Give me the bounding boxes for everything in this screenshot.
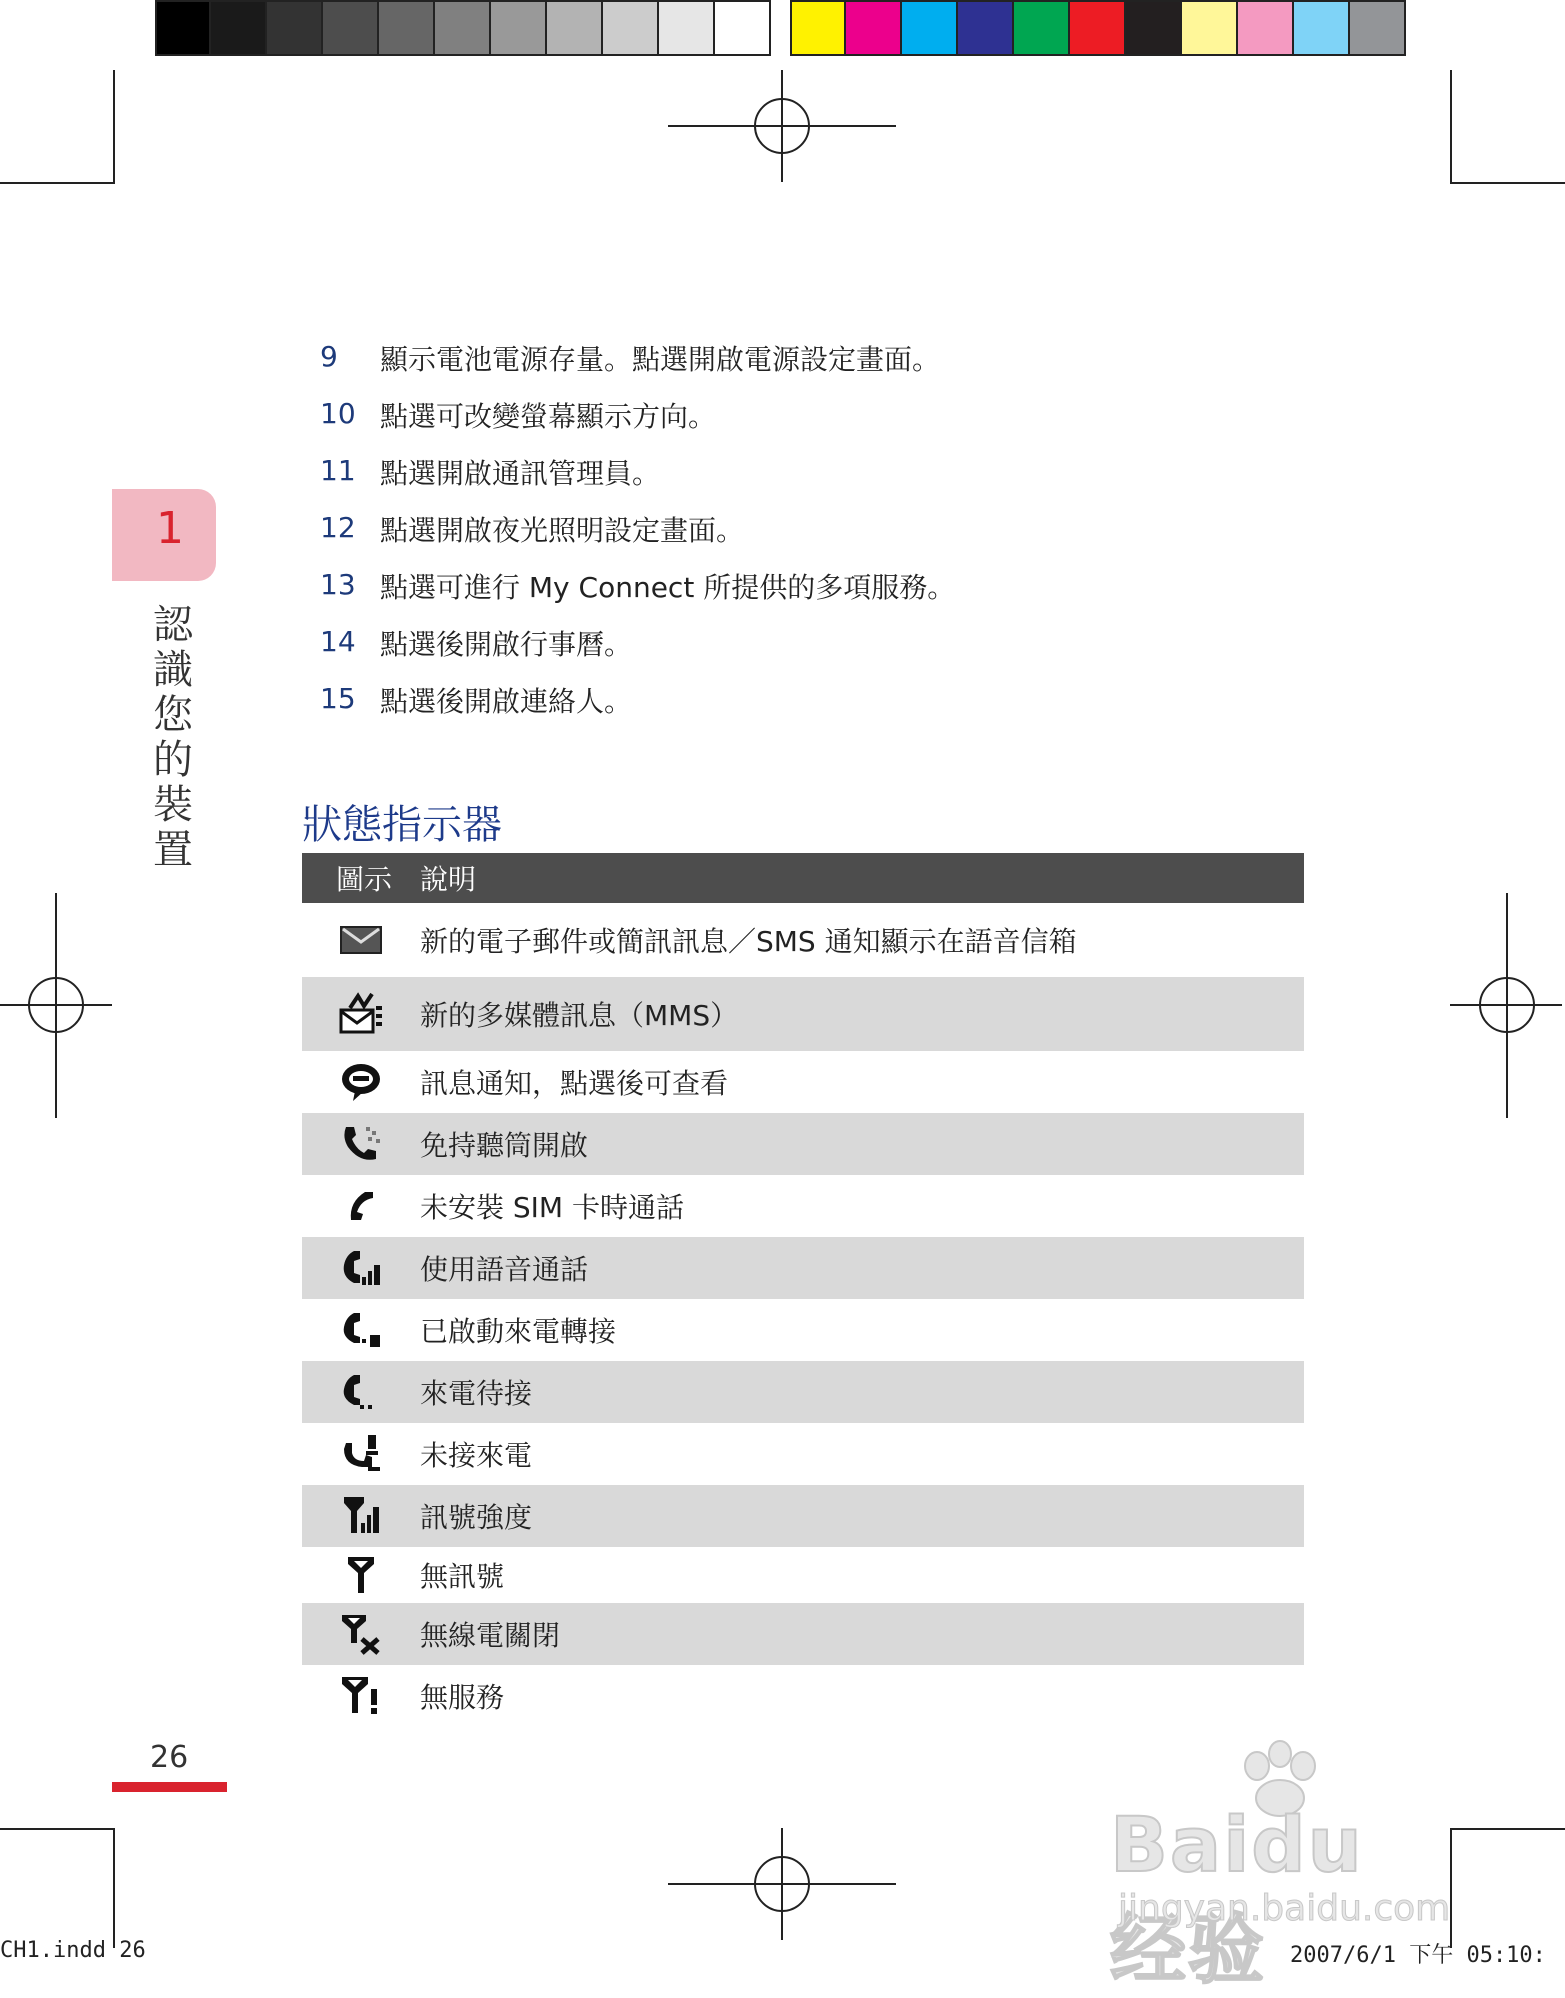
list-item: 點選開啟夜光照明設定畫面。 [380,514,745,547]
voice-call-icon [302,1247,420,1289]
page-number-underline [112,1782,227,1792]
watermark-brand: Baidu经验 [1110,1800,1364,1994]
phone-handset-icon [302,1188,420,1224]
footer-file-info: CH1.indd 26 [0,1938,146,1963]
no-signal-icon [302,1555,420,1595]
color-swatch [902,0,958,56]
crop-mark [113,70,115,183]
color-swatch [155,0,211,56]
color-swatch [958,0,1014,56]
color-swatch [1126,0,1182,56]
list-number: 9 [320,340,338,373]
list-item: 顯示電池電源存量。點選開啟電源設定畫面。 [380,343,941,376]
color-swatch [1182,0,1238,56]
color-swatch [323,0,379,56]
chapter-title-char: 置 [153,827,193,873]
grayscale-calibration-bar [155,0,771,60]
footer-timestamp: 2007/6/1 下午 05:10: [1290,1943,1546,1968]
color-swatch [547,0,603,56]
row-description: 訊息通知，點選後可查看 [420,1067,729,1100]
status-indicator-table [302,853,1304,1727]
signal-strength-icon [302,1495,420,1537]
table-row [302,1603,1304,1665]
row-description: 新的電子郵件或簡訊訊息／SMS 通知顯示在語音信箱 [420,925,1077,958]
crop-mark [1450,1828,1565,1830]
chapter-title-char: 的 [153,737,193,783]
chapter-title-char: 裝 [153,782,193,828]
section-heading: 狀態指示器 [302,802,502,848]
list-number: 10 [320,397,356,430]
list-number: 11 [320,454,356,487]
crop-mark [0,182,115,184]
table-row [302,1423,1304,1485]
row-description: 已啟動來電轉接 [420,1315,617,1348]
table-row [302,1665,1304,1727]
row-description: 無服務 [420,1681,505,1714]
list-number: 12 [320,511,356,544]
chapter-number: 1 [156,503,184,554]
color-swatch [211,0,267,56]
crop-mark [1450,1828,1452,1948]
color-swatch [846,0,902,56]
color-calibration-bar [790,0,1406,60]
row-description: 使用語音通話 [420,1253,589,1286]
color-swatch [1350,0,1406,56]
table-row [302,1485,1304,1547]
color-swatch [603,0,659,56]
row-description: 訊號強度 [420,1501,533,1534]
color-swatch [379,0,435,56]
envelope-icon [302,925,420,955]
no-service-icon [302,1675,420,1717]
color-swatch [1294,0,1350,56]
list-number: 15 [320,682,356,715]
watermark-url: jingyan.baidu.com [1118,1888,1451,1929]
row-description: 未接來電 [420,1439,533,1472]
row-description: 免持聽筒開啟 [420,1129,589,1162]
color-swatch [491,0,547,56]
registration-circle [1479,977,1535,1033]
color-swatch [659,0,715,56]
chapter-title-vertical [148,603,198,873]
table-row [302,1299,1304,1361]
speakerphone-icon [302,1123,420,1165]
list-number: 14 [320,625,356,658]
table-row [302,1237,1304,1299]
color-swatch [1070,0,1126,56]
list-item: 點選可改變螢幕顯示方向。 [380,400,717,433]
chapter-title-char: 認 [153,602,193,648]
registration-circle [754,98,810,154]
row-description: 無線電關閉 [420,1619,561,1652]
registration-circle [28,977,84,1033]
color-swatch [435,0,491,56]
registration-circle [754,1856,810,1912]
row-description: 來電待接 [420,1377,533,1410]
call-hold-icon [302,1371,420,1413]
color-swatch [790,0,846,56]
page-number: 26 [150,1740,189,1775]
color-swatch [715,0,771,56]
row-description: 新的多媒體訊息（MMS） [420,999,739,1032]
crop-mark [1450,182,1565,184]
table-header [302,853,1304,903]
row-description: 無訊號 [420,1560,505,1593]
list-item: 點選可進行 My Connect 所提供的多項服務。 [380,571,956,604]
color-swatch [267,0,323,56]
row-description: 未安裝 SIM 卡時通話 [420,1191,684,1224]
table-row [302,1547,1304,1603]
list-item: 點選開啟通訊管理員。 [380,457,661,490]
crop-mark [0,1828,115,1830]
chapter-tab [112,489,216,581]
list-item: 點選後開啟行事曆。 [380,628,633,661]
table-row [302,1361,1304,1423]
header-description-column: 說明 [420,863,477,896]
crop-mark [113,1828,115,1948]
table-row [302,977,1304,1051]
color-swatch [1238,0,1294,56]
header-icon-column: 圖示 [336,863,393,896]
table-row [302,1175,1304,1237]
table-row [302,903,1304,977]
color-swatch [1014,0,1070,56]
missed-call-icon [302,1433,420,1475]
notification-bubble-icon [302,1061,420,1103]
table-row [302,1051,1304,1113]
chapter-title-char: 您 [153,692,193,738]
mms-icon [302,992,420,1036]
radio-off-icon [302,1613,420,1655]
crop-mark [1450,70,1452,183]
chapter-title-char: 識 [153,647,193,693]
list-item: 點選後開啟連絡人。 [380,685,633,718]
list-number: 13 [320,568,356,601]
table-row [302,1113,1304,1175]
call-forward-icon [302,1309,420,1351]
